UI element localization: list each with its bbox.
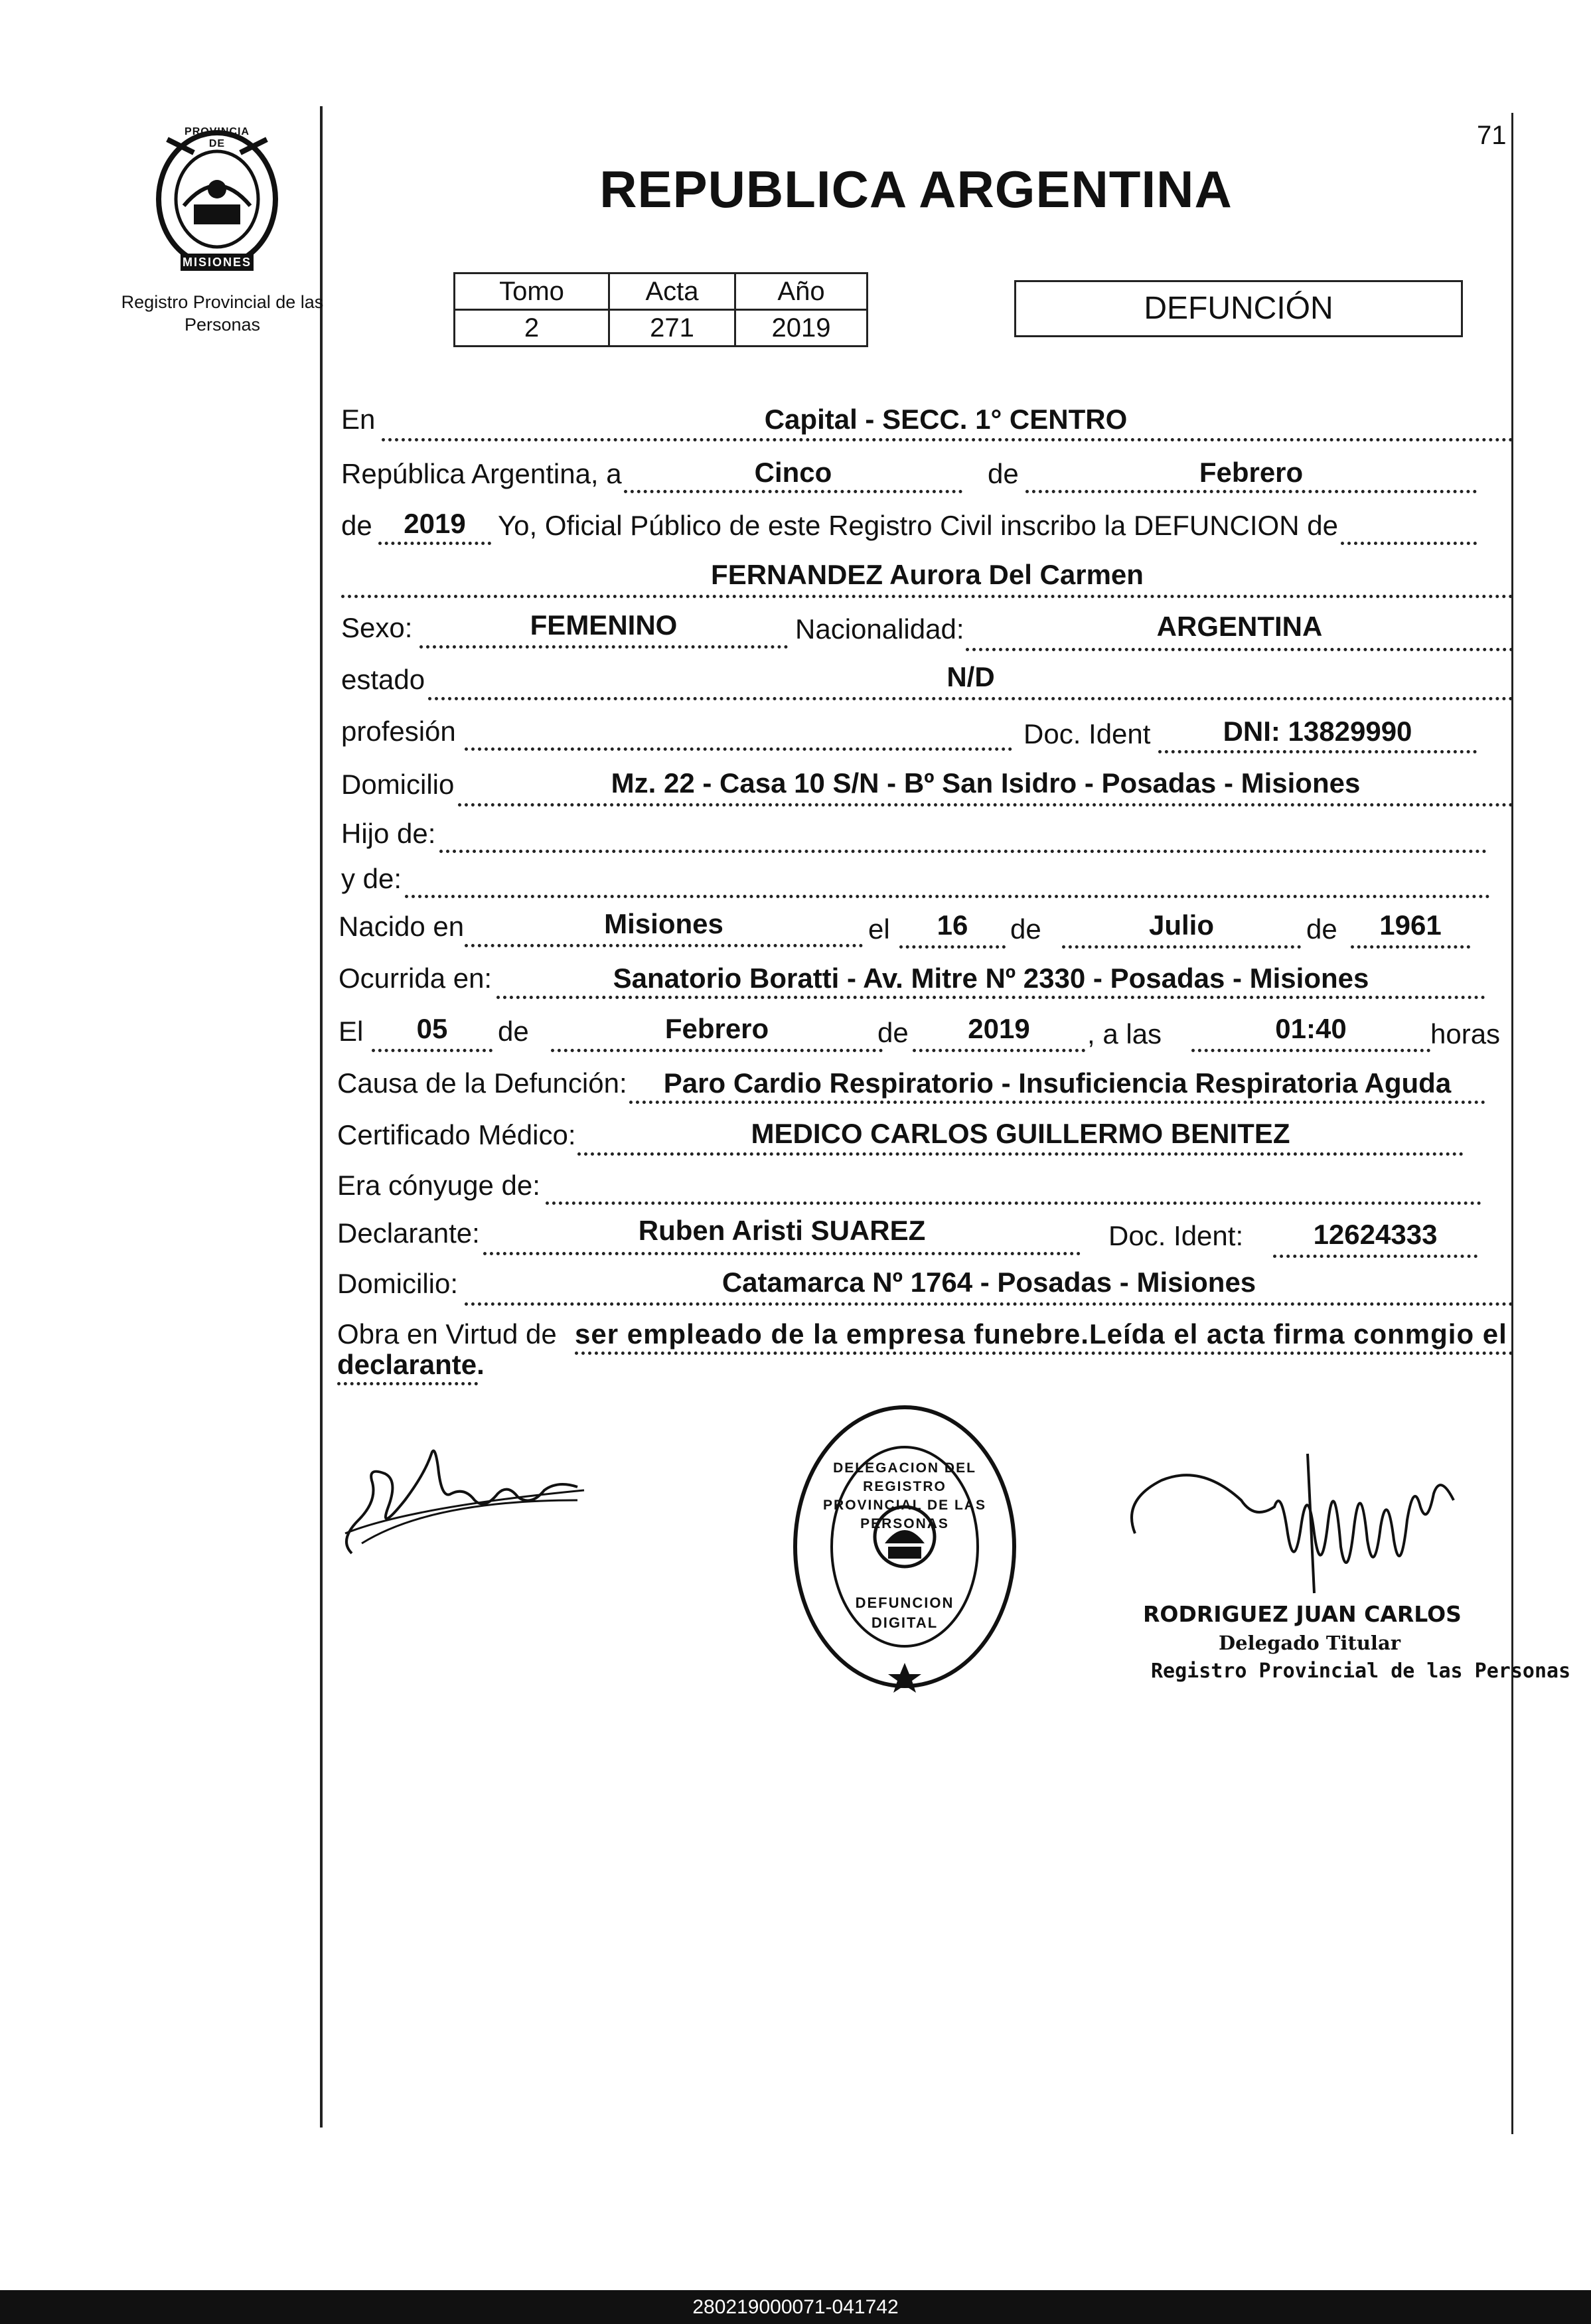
name-line <box>341 595 1513 598</box>
profesion-line <box>465 747 1012 751</box>
sexo-value: FEMENINO <box>530 609 678 641</box>
nacido-year-line <box>1351 945 1470 949</box>
declarante-doc-line <box>1273 1255 1477 1258</box>
registry-value-row <box>455 310 868 347</box>
declarante-doc-value: 12624333 <box>1313 1219 1438 1250</box>
obra-value-1: ser empleado de la empresa funebre.Leída el acta firma conmgio el <box>575 1318 1507 1350</box>
ocurrida-line <box>496 996 1485 999</box>
declarante-value: Ruben Aristi SUAREZ <box>638 1215 926 1246</box>
certificado-line <box>577 1152 1464 1156</box>
rep-de-label: de <box>988 458 1019 489</box>
estado-line <box>428 697 1513 700</box>
registrar-signature <box>1122 1427 1480 1600</box>
death-month-value: Febrero <box>664 1013 769 1044</box>
footer-code: 280219000071-041742 <box>692 2296 899 2318</box>
sexo-label: Sexo: <box>341 612 413 643</box>
nacido-el-label: el <box>868 913 890 945</box>
en-label: En <box>341 404 376 435</box>
signatory-office: Registro Provincial de las Personas <box>1151 1660 1571 1683</box>
en-line <box>382 438 1513 441</box>
left-margin-rule <box>320 106 323 2128</box>
declarante-domicilio-line <box>465 1302 1513 1306</box>
nacido-label: Nacido en <box>339 911 465 942</box>
nacido-day-line <box>899 945 1006 949</box>
rep-month-line <box>1025 490 1477 493</box>
logo-text-bottom: MISIONES <box>182 256 252 269</box>
doc-ident-label: Doc. Ident <box>1023 718 1151 749</box>
province-crest-logo <box>147 126 287 279</box>
death-horas-label: horas <box>1430 1018 1501 1049</box>
death-month-line <box>551 1049 883 1052</box>
page-number: 71 <box>1477 121 1507 150</box>
office-name: Registro Provincial de las Personas <box>121 292 324 335</box>
death-time-value: 01:40 <box>1275 1013 1347 1044</box>
certificado-label: Certificado Médico: <box>337 1119 576 1150</box>
death-de2-label: de <box>877 1017 909 1048</box>
ocurrida-label: Ocurrida en: <box>339 963 492 994</box>
ocurrida-value: Sanatorio Boratti - Av. Mitre Nº 2330 - Posadas - Misiones <box>613 963 1369 994</box>
death-day-line <box>372 1049 492 1052</box>
nacionalidad-line <box>966 648 1513 651</box>
seal-inner-text: DEFUNCION DIGITAL <box>855 1594 954 1631</box>
declarante-label: Declarante: <box>337 1217 480 1249</box>
nacido-month-line <box>1062 945 1301 949</box>
nacido-year-value: 1961 <box>1379 909 1442 941</box>
obra-value-2: declarante. <box>337 1349 485 1380</box>
declarante-doc-label: Doc. Ident: <box>1108 1220 1244 1251</box>
nacido-place-value: Misiones <box>604 908 723 939</box>
estado-value: N/D <box>947 661 995 692</box>
death-day-value: 05 <box>416 1013 448 1044</box>
profesion-label: profesión <box>341 716 456 747</box>
death-el-label: El <box>339 1016 364 1047</box>
registry-value-tomo: 2 <box>455 310 609 347</box>
doc-ident-line <box>1158 750 1477 753</box>
record-type-box: DEFUNCIÓN <box>1014 280 1463 337</box>
logo-text-top: PROVINCIA DE <box>185 126 250 149</box>
en-value: Capital - SECC. 1° CENTRO <box>764 404 1128 435</box>
nacionalidad-value: ARGENTINA <box>1156 611 1323 642</box>
inscribe-text: Yo, Oficial Público de este Registro Civil inscribo la DEFUNCION de <box>498 510 1338 541</box>
domicilio-line <box>458 803 1513 807</box>
registry-value-acta: 271 <box>609 310 735 347</box>
registry-value-ano: 2019 <box>735 310 868 347</box>
registry-header-tomo: Tomo <box>455 273 609 310</box>
nacido-place-line <box>465 944 863 947</box>
obra-label: Obra en Virtud de <box>337 1318 557 1350</box>
nacido-month-value: Julio <box>1148 909 1214 941</box>
nacido-de2-label: de <box>1306 913 1337 945</box>
causa-label: Causa de la Defunción: <box>337 1067 627 1099</box>
causa-line <box>629 1101 1485 1104</box>
year-de-label: de <box>341 510 372 541</box>
inscribe-line <box>1341 542 1477 545</box>
conyuge-label: Era cónyuge de: <box>337 1170 540 1201</box>
registry-seal <box>789 1401 1021 1693</box>
deceased-name: FERNANDEZ Aurora Del Carmen <box>711 559 1144 590</box>
registry-table <box>453 272 868 347</box>
hijo-line <box>439 850 1487 853</box>
country-title: REPUBLICA ARGENTINA <box>599 160 1233 218</box>
estado-label: estado <box>341 664 425 695</box>
nacionalidad-label: Nacionalidad: <box>795 613 964 645</box>
doc-ident-value: DNI: 13829990 <box>1223 716 1412 747</box>
signatory-name: RODRIGUEZ JUAN CARLOS <box>1143 1601 1462 1627</box>
conyuge-line <box>546 1201 1481 1205</box>
death-year-value: 2019 <box>968 1013 1030 1044</box>
yde-line <box>405 895 1490 898</box>
year-value: 2019 <box>404 508 466 539</box>
declarante-line <box>483 1252 1081 1255</box>
obra-line-1 <box>575 1352 1513 1355</box>
death-year-line <box>913 1049 1085 1052</box>
seal-outer-text: DELEGACION DEL REGISTRO PROVINCIAL DE LAS PERSONAS <box>823 1460 986 1531</box>
year-line <box>378 542 491 545</box>
certificado-value: MEDICO CARLOS GUILLERMO BENITEZ <box>751 1118 1290 1149</box>
domicilio-value: Mz. 22 - Casa 10 S/N - Bº San Isidro - Posadas - Misiones <box>611 767 1361 799</box>
obra-line-2 <box>337 1382 478 1385</box>
right-margin-rule <box>1511 113 1513 2134</box>
rep-month-value: Febrero <box>1199 457 1304 488</box>
nacido-de-label: de <box>1010 913 1041 945</box>
rep-label: República Argentina, a <box>341 458 622 489</box>
rep-day-value: Cinco <box>754 457 832 488</box>
hijo-label: Hijo de: <box>341 818 436 849</box>
signatory-role: Delegado Titular <box>1219 1632 1401 1654</box>
causa-value: Paro Cardio Respiratorio - Insuficiencia Respiratoria Aguda <box>663 1067 1452 1099</box>
nacido-day-value: 16 <box>937 909 968 941</box>
footer-bar <box>0 2290 1591 2324</box>
declarante-domicilio-value: Catamarca Nº 1764 - Posadas - Misiones <box>721 1267 1256 1298</box>
registry-header-acta: Acta <box>609 273 735 310</box>
rep-day-line <box>624 490 962 493</box>
sexo-line <box>419 645 788 649</box>
death-alas-label: , a las <box>1087 1018 1162 1049</box>
domicilio-label: Domicilio <box>341 769 455 800</box>
registry-header-ano: Año <box>735 273 868 310</box>
declarante-domicilio-label: Domicilio: <box>337 1268 459 1299</box>
declarant-signature <box>332 1427 597 1567</box>
registry-header-row <box>455 273 868 310</box>
yde-label: y de: <box>341 863 402 894</box>
death-time-line <box>1191 1049 1430 1052</box>
death-de-label: de <box>498 1016 529 1047</box>
